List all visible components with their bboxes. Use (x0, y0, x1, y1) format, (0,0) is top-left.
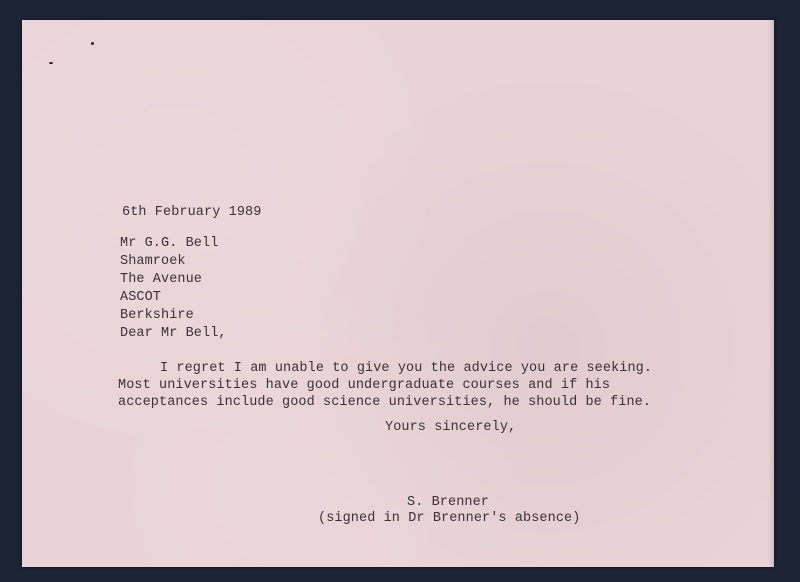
letter-page (22, 20, 774, 567)
body-line: I regret I am unable to give you the advice you are seeking. (160, 361, 653, 376)
recipient-street: The Avenue (120, 272, 203, 287)
recipient-house: Shamroek (120, 254, 186, 269)
salutation: Dear Mr Bell, (120, 326, 227, 341)
body-line: Most universities have good undergraduate courses and if his (118, 378, 611, 393)
closing: Yours sincerely, (385, 420, 517, 435)
recipient-county: Berkshire (120, 308, 194, 323)
signature-name: S. Brenner (407, 495, 490, 510)
recipient-town: ASCOT (120, 290, 162, 305)
signature-note: (signed in Dr Brenner's absence) (318, 511, 581, 526)
letter-date: 6th February 1989 (122, 205, 262, 220)
recipient-name: Mr G.G. Bell (120, 236, 219, 251)
letter-body (22, 20, 774, 567)
body-line: acceptances include good science universities, he should be fine. (118, 395, 652, 410)
